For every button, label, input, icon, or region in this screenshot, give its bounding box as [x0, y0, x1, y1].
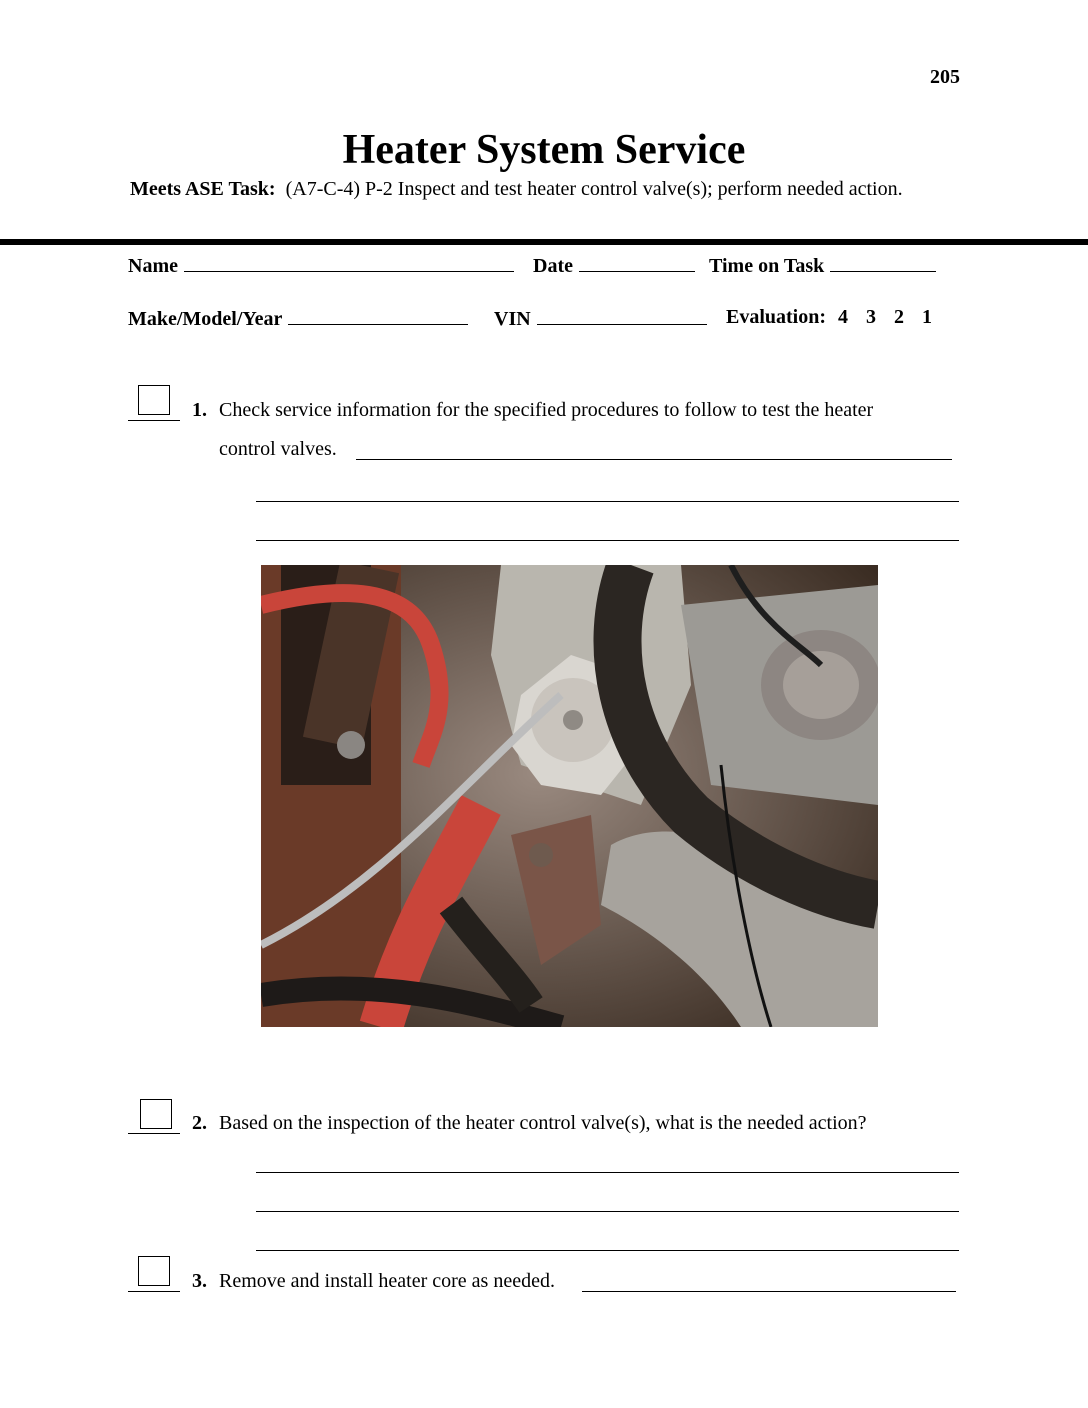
step-2-text: Based on the inspection of the heater control valve(s), what is the needed action? [219, 1112, 867, 1134]
time-on-task-field [709, 253, 936, 278]
header-divider [0, 239, 1088, 245]
date-input-line[interactable] [579, 253, 695, 272]
ase-task-label: Meets ASE Task: [130, 178, 276, 200]
step-2-answer-line[interactable] [256, 1172, 959, 1173]
page-title: Heater System Service [342, 127, 746, 173]
name-label: Name [128, 255, 178, 277]
step-1-text: Check service information for the specified procedures to follow to test the heater [219, 399, 874, 421]
date-label: Date [533, 255, 573, 277]
engine-bay-illustration [261, 565, 878, 1027]
step-2-answer-line[interactable] [256, 1250, 959, 1251]
date-field [533, 253, 695, 278]
evaluation-score-3[interactable]: 3 [866, 306, 877, 328]
make-model-year-field [128, 306, 468, 331]
time-on-task-input-line[interactable] [830, 253, 936, 272]
evaluation-field [726, 306, 932, 329]
step-1-number: 1. [192, 399, 207, 421]
evaluation-label: Evaluation: [726, 306, 827, 328]
step-1-checkbox[interactable] [138, 385, 170, 415]
step-3-text: Remove and install heater core as needed. [219, 1270, 555, 1292]
vin-field [494, 306, 707, 331]
evaluation-score-4[interactable]: 4 [838, 306, 849, 328]
step-2-number: 2. [192, 1112, 207, 1134]
step-3-initial-line[interactable] [128, 1291, 180, 1292]
step-1-answer-line[interactable] [356, 459, 952, 460]
vin-label: VIN [494, 308, 531, 330]
step-1-text-cont: control valves. [219, 438, 337, 460]
step-2-initial-line[interactable] [128, 1133, 180, 1134]
step-3-number: 3. [192, 1270, 207, 1292]
evaluation-score-1[interactable]: 1 [922, 306, 933, 328]
evaluation-score-2[interactable]: 2 [894, 306, 905, 328]
make-model-year-input-line[interactable] [288, 306, 468, 325]
name-field [128, 253, 514, 278]
make-model-year-label: Make/Model/Year [128, 308, 283, 330]
vin-input-line[interactable] [537, 306, 707, 325]
step-3-checkbox[interactable] [138, 1256, 170, 1286]
ase-task-line [130, 178, 903, 201]
heater-control-valve-photo [261, 565, 878, 1027]
time-on-task-label: Time on Task [709, 255, 825, 277]
step-3-answer-line[interactable] [582, 1291, 956, 1292]
page-number: 205 [930, 66, 960, 88]
ase-task-text: (A7-C-4) P-2 Inspect and test heater control valve(s); perform needed action. [285, 178, 903, 200]
step-1-initial-line[interactable] [128, 420, 180, 421]
step-1-answer-line[interactable] [256, 501, 959, 502]
name-input-line[interactable] [184, 253, 514, 272]
step-2-checkbox[interactable] [140, 1099, 172, 1129]
step-1-answer-line[interactable] [256, 540, 959, 541]
step-2-answer-line[interactable] [256, 1211, 959, 1212]
